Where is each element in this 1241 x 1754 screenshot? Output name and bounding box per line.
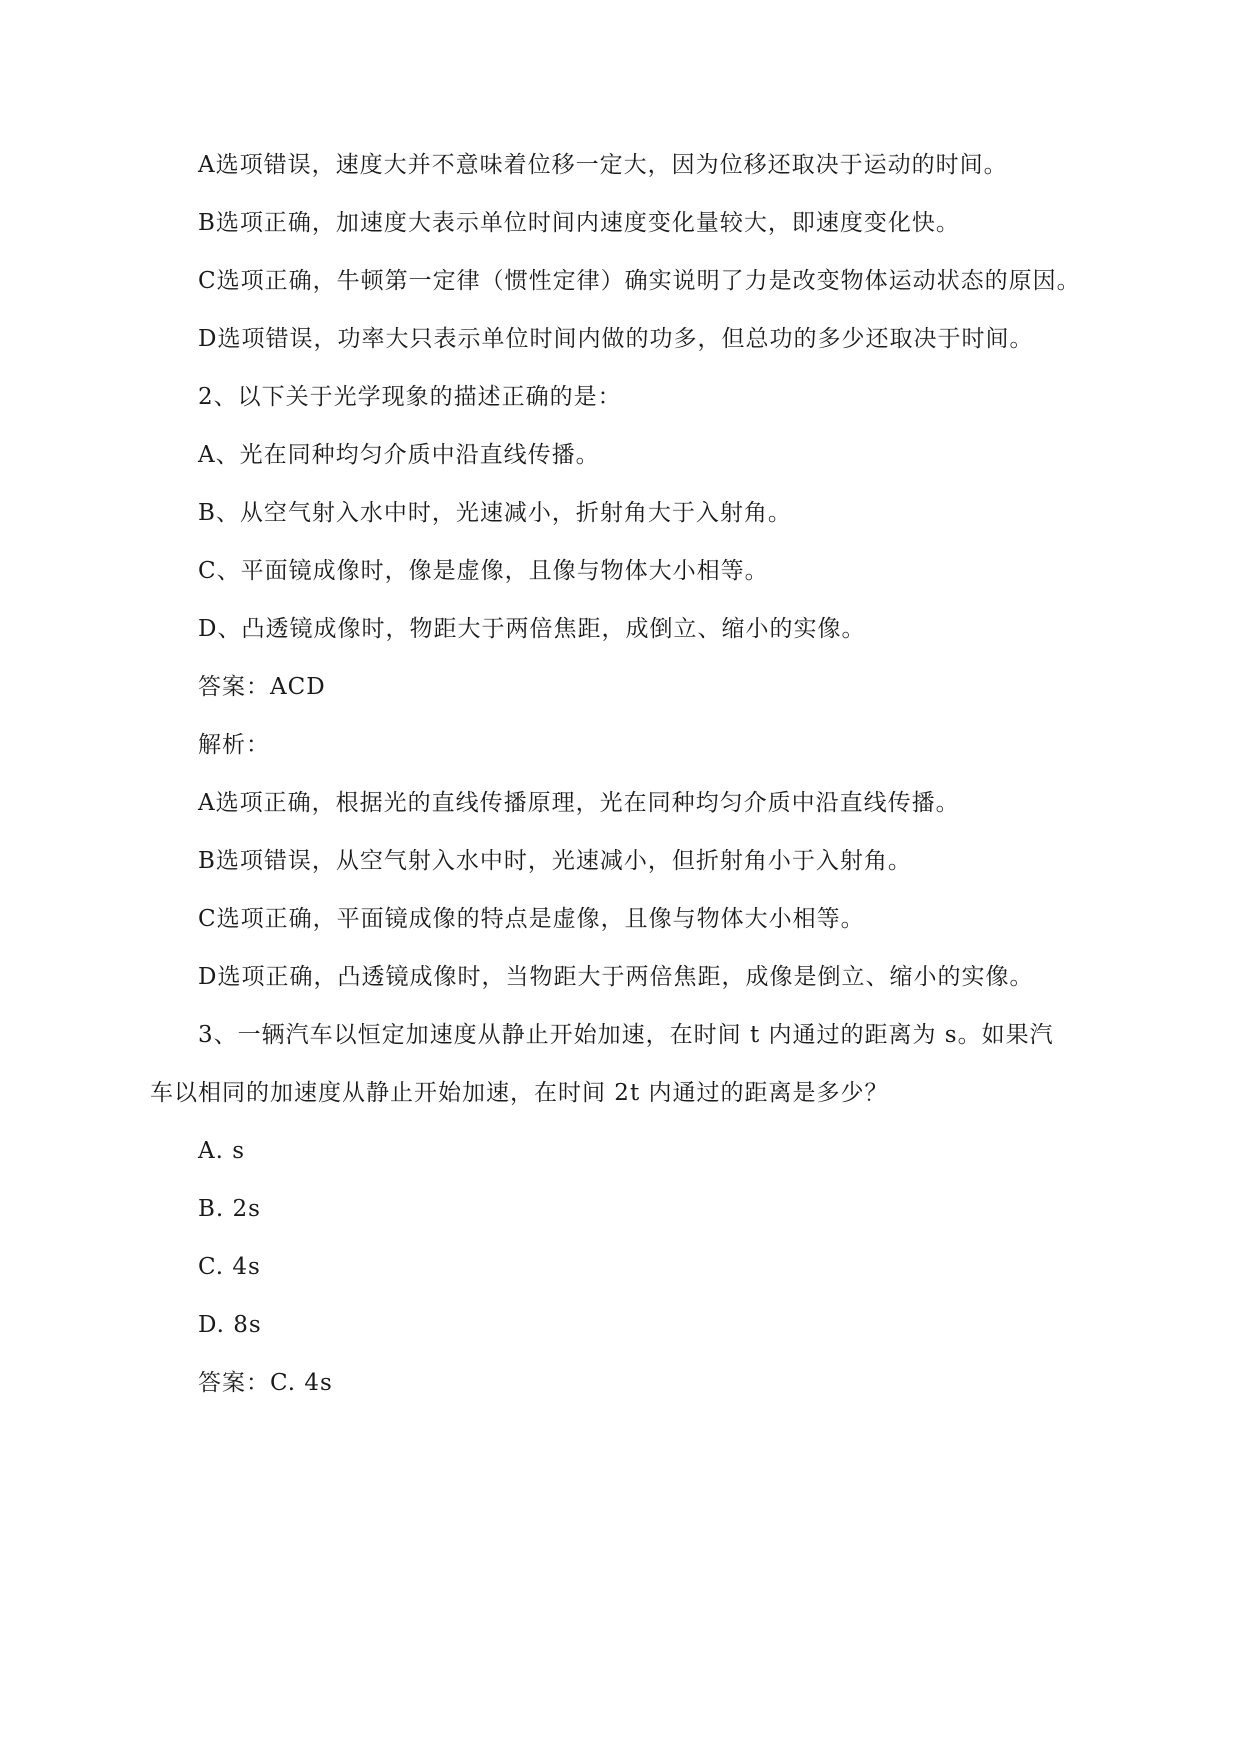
q3-question-line1: 3、一辆汽车以恒定加速度从静止开始加速，在时间 t 内通过的距离为 s。如果汽: [198, 1022, 1054, 1048]
q2-option-a: A、光在同种均匀介质中沿直线传播。: [198, 442, 600, 468]
q2-option-d: D、凸透镜成像时，物距大于两倍焦距，成倒立、缩小的实像。: [198, 616, 866, 642]
q2-explanation-b: B选项错误，从空气射入水中时，光速减小，但折射角小于入射角。: [198, 848, 912, 874]
q3-question-line2: 车以相同的加速度从静止开始加速，在时间 2t 内通过的距离是多少？: [150, 1080, 889, 1106]
q3-option-c: C. 4s: [198, 1254, 261, 1280]
q3-option-b: B. 2s: [198, 1196, 261, 1222]
q2-explanation-c: C选项正确，平面镜成像的特点是虚像，且像与物体大小相等。: [198, 906, 865, 932]
q2-option-c: C、平面镜成像时，像是虚像，且像与物体大小相等。: [198, 558, 769, 584]
q2-option-b: B、从空气射入水中时，光速减小，折射角大于入射角。: [198, 500, 792, 526]
q3-option-a: A. s: [198, 1138, 246, 1164]
q1-explanation-d: D选项错误，功率大只表示单位时间内做的功多，但总功的多少还取决于时间。: [198, 326, 1034, 352]
q2-explanation-d: D选项正确，凸透镜成像时，当物距大于两倍焦距，成像是倒立、缩小的实像。: [198, 964, 1034, 990]
q2-answer: 答案：ACD: [198, 674, 326, 700]
q1-explanation-b: B选项正确，加速度大表示单位时间内速度变化量较大，即速度变化快。: [198, 210, 960, 236]
q3-answer: 答案：C. 4s: [198, 1370, 333, 1396]
q1-explanation-c: C选项正确，牛顿第一定律（惯性定律）确实说明了力是改变物体运动状态的原因。: [198, 268, 1081, 294]
q1-explanation-a: A选项错误，速度大并不意味着位移一定大，因为位移还取决于运动的时间。: [198, 152, 1008, 178]
q2-question: 2、以下关于光学现象的描述正确的是：: [198, 384, 622, 410]
q2-analysis-heading: 解析：: [198, 732, 270, 758]
q3-option-d: D. 8s: [198, 1312, 262, 1338]
q2-explanation-a: A选项正确，根据光的直线传播原理，光在同种均匀介质中沿直线传播。: [198, 790, 960, 816]
